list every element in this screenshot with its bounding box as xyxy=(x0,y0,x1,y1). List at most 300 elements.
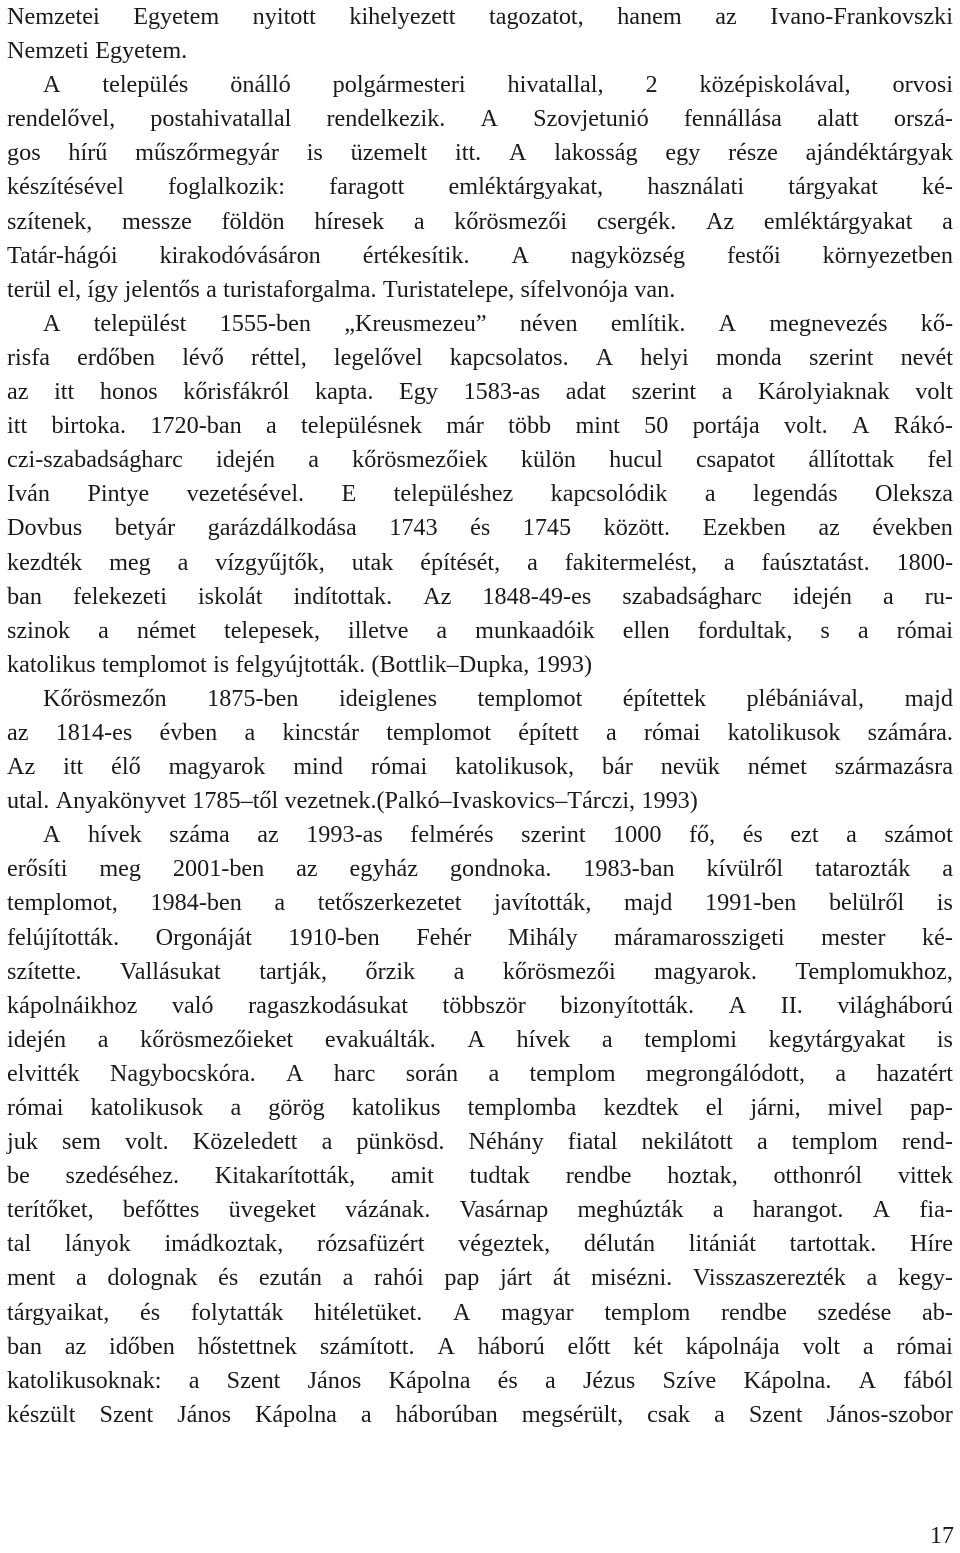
word: földön xyxy=(221,207,285,235)
word: át xyxy=(552,1264,571,1292)
word: A xyxy=(852,412,870,440)
word: festői xyxy=(726,241,781,269)
word: ru- xyxy=(924,582,953,610)
word: Szíve xyxy=(662,1366,717,1394)
word: említik. xyxy=(610,309,686,337)
word: Károlyiaknak xyxy=(758,378,890,406)
word: szerint xyxy=(808,343,874,371)
word: sífelvonója xyxy=(520,275,629,303)
word: többször xyxy=(442,991,526,1019)
word: emléktárgyakat, xyxy=(448,173,604,201)
word: pap- xyxy=(909,1094,953,1121)
word: településhez xyxy=(393,480,514,508)
word: legendás xyxy=(753,480,838,508)
word: évben xyxy=(159,718,218,746)
word: délután xyxy=(583,1230,656,1258)
text-line xyxy=(7,239,953,273)
word: templomot xyxy=(101,650,207,678)
word: pünkösd. xyxy=(356,1128,445,1156)
word: kegy- xyxy=(897,1264,953,1292)
word: utal. xyxy=(7,787,50,815)
word: Kitakarították, xyxy=(214,1162,356,1190)
word: monda xyxy=(715,343,782,371)
word: a xyxy=(308,446,319,474)
word: A xyxy=(511,241,529,269)
word: s xyxy=(820,616,830,644)
word: A xyxy=(718,309,737,337)
word: czi-szabadságharc xyxy=(7,446,183,474)
word: A xyxy=(43,309,61,337)
word: a xyxy=(436,616,448,644)
word: el, xyxy=(57,275,82,303)
word: fel xyxy=(927,446,953,474)
text-line xyxy=(7,34,953,68)
word: E xyxy=(341,480,357,508)
word: és xyxy=(742,821,763,849)
word: templomot xyxy=(477,684,583,712)
word: fakitermelést, xyxy=(564,548,698,576)
word: a xyxy=(721,378,733,406)
word: Nemzetei xyxy=(7,3,100,30)
word: turistaforgalma. xyxy=(223,275,377,303)
word: csergék. xyxy=(596,207,677,235)
word: Híre xyxy=(910,1230,953,1258)
word: a xyxy=(846,821,857,849)
word: kapcsolódik xyxy=(550,480,668,508)
word: János xyxy=(177,1400,231,1428)
word: a xyxy=(360,1400,372,1428)
word: A xyxy=(437,1332,455,1360)
word: A xyxy=(467,1025,485,1053)
word: ideiglenes xyxy=(338,684,437,712)
word: dolognak xyxy=(107,1264,198,1292)
text-line xyxy=(7,580,953,614)
word: Kőrösmezőn xyxy=(43,684,167,712)
word: szedéséhez. xyxy=(65,1162,180,1190)
word: kezdtek xyxy=(603,1094,679,1121)
word: polgármesteri xyxy=(332,71,466,99)
word: hazatért xyxy=(876,1059,953,1087)
text-line xyxy=(7,716,953,750)
word: templomba xyxy=(467,1094,577,1121)
word: élő xyxy=(111,753,141,781)
word: számot xyxy=(884,821,953,849)
word: római xyxy=(643,718,701,746)
word: felekezeti xyxy=(72,582,167,610)
word: vittek xyxy=(897,1162,953,1190)
word: szítette. xyxy=(7,957,82,985)
word: járt xyxy=(499,1264,533,1292)
word: német xyxy=(136,616,196,644)
word: mint xyxy=(575,412,620,440)
word: messze xyxy=(121,207,192,235)
word: fő, xyxy=(688,821,716,849)
word: fordultak, xyxy=(697,616,793,644)
text-line xyxy=(7,511,953,545)
word: tetőszerkezetet xyxy=(317,889,462,917)
word: számított. xyxy=(319,1332,415,1360)
word: katolikusok xyxy=(727,718,841,746)
word: elvitték xyxy=(7,1059,80,1087)
text-line xyxy=(7,1261,953,1295)
word: szerint xyxy=(521,821,586,849)
word: Kápolna xyxy=(254,1400,337,1428)
word: 1000 xyxy=(613,821,662,849)
word: Templomukhoz, xyxy=(795,957,953,985)
word: 1910-ben xyxy=(288,923,380,951)
text-line xyxy=(7,1057,953,1091)
word: kőrisfákról xyxy=(183,378,290,406)
word: foglalkozik: xyxy=(168,173,285,201)
word: kapcsolatos. xyxy=(449,343,569,371)
word: 1991-ben xyxy=(705,889,797,917)
word: a xyxy=(714,1400,725,1428)
text-line xyxy=(7,307,953,341)
word: Vasárnap xyxy=(459,1196,549,1224)
word: értékesítik. xyxy=(362,241,470,269)
word: Dovbus xyxy=(7,514,83,542)
word: római xyxy=(896,616,953,644)
word: A xyxy=(43,821,61,849)
word: templomot, xyxy=(7,889,118,917)
word: gondnoka. xyxy=(449,855,552,883)
word: máramarosszigeti xyxy=(614,923,785,951)
word: megsérült, xyxy=(521,1400,624,1428)
word: 1984-ben xyxy=(150,889,242,917)
word: az xyxy=(818,514,840,542)
word: 1993) xyxy=(641,787,698,815)
word: építettek xyxy=(622,684,707,712)
word: a xyxy=(342,1264,354,1292)
word: A xyxy=(595,343,614,371)
word: faúsztatást. xyxy=(761,548,870,576)
word: kapta. xyxy=(314,378,374,406)
word: János-szobor xyxy=(826,1400,953,1428)
word: való xyxy=(171,991,214,1019)
word: vázának. xyxy=(345,1196,431,1224)
word: Fehér xyxy=(416,923,472,951)
word: kőrösmezői xyxy=(454,207,568,235)
word: számára. xyxy=(867,718,953,746)
word: tartottak. xyxy=(789,1230,877,1258)
word: rendbe xyxy=(721,1298,787,1326)
word: Az xyxy=(7,753,36,781)
word: Egyetem xyxy=(133,3,220,30)
word: kőrösmezőiek xyxy=(352,446,488,474)
text-line xyxy=(7,1227,953,1261)
word: hoztak, xyxy=(667,1162,738,1190)
word: imádkoztak, xyxy=(164,1230,284,1258)
word: az xyxy=(257,821,279,849)
word: építését, xyxy=(420,548,501,576)
word: felgyújtották. xyxy=(235,650,366,678)
word: Szent xyxy=(748,1400,803,1428)
word: 1583-as xyxy=(463,378,541,406)
word: 1745 xyxy=(522,514,572,542)
word: adat xyxy=(565,378,607,406)
word: volt. xyxy=(784,412,828,440)
word: és xyxy=(470,514,491,542)
word: meg xyxy=(99,855,142,883)
word: rendelkezik. xyxy=(326,105,446,133)
word: középiskolával, xyxy=(699,71,851,99)
word: egy xyxy=(665,139,701,167)
word: folytatták xyxy=(190,1298,284,1326)
word: Jézus xyxy=(582,1366,636,1394)
word: szedése xyxy=(817,1298,892,1326)
word: ab- xyxy=(922,1298,953,1326)
word: Néhány xyxy=(468,1128,544,1156)
word: a xyxy=(274,889,286,917)
word: ezután xyxy=(258,1264,322,1292)
word: ment xyxy=(7,1264,56,1292)
word: (Bottlik–Dupka, xyxy=(371,650,530,678)
text-line xyxy=(7,409,953,443)
word: között. xyxy=(603,514,671,542)
word: emléktárgyakat xyxy=(763,207,913,235)
word: tatarozták xyxy=(815,855,911,883)
word: előtt xyxy=(567,1332,611,1360)
word: tartják, xyxy=(259,957,328,985)
word: az xyxy=(7,718,29,746)
word: üzemelt xyxy=(350,139,428,167)
word: Pintye xyxy=(87,480,150,508)
word: A xyxy=(728,991,747,1019)
word: tárgyaikat, xyxy=(7,1298,110,1326)
word: pap xyxy=(444,1264,480,1292)
word: rend- xyxy=(901,1128,953,1156)
body-text xyxy=(7,0,953,1432)
text-line xyxy=(7,1159,953,1193)
word: katolikus xyxy=(7,650,96,678)
word: ban xyxy=(7,582,42,610)
word: a xyxy=(527,548,538,576)
word: A xyxy=(509,139,527,167)
word: önálló xyxy=(230,71,291,99)
word: az xyxy=(64,1332,87,1360)
word: nevük xyxy=(660,753,720,781)
word: hívek xyxy=(516,1025,571,1053)
word: része xyxy=(728,139,778,167)
word: terítőket, xyxy=(7,1196,94,1224)
word: kihelyezett xyxy=(349,3,456,30)
word: a xyxy=(244,718,256,746)
word: a xyxy=(453,957,465,985)
word: a xyxy=(756,1128,768,1156)
word: illetve xyxy=(347,616,409,644)
word: itt xyxy=(54,378,75,406)
word: Egy xyxy=(399,378,438,406)
word: itt xyxy=(7,412,28,440)
word: gos xyxy=(7,139,41,167)
text-line xyxy=(7,273,953,307)
word: a xyxy=(942,855,953,883)
word: bár xyxy=(601,753,633,781)
word: juk xyxy=(7,1128,38,1156)
word: végeztek, xyxy=(458,1230,551,1258)
word: templom xyxy=(791,1128,878,1156)
word: erdőben xyxy=(77,343,156,371)
word: településnek xyxy=(301,412,422,440)
word: 1720-ban xyxy=(150,412,242,440)
word: használati xyxy=(647,173,745,201)
word: munkaadóik xyxy=(475,616,595,644)
word: rózsafüzért xyxy=(317,1230,425,1258)
word: az xyxy=(296,855,318,883)
word: ellen xyxy=(622,616,670,644)
word: nagyközség xyxy=(570,241,686,269)
word: nekilátott xyxy=(641,1128,733,1156)
text-line xyxy=(7,852,953,886)
word: a xyxy=(97,1025,109,1053)
word: Egyetem. xyxy=(95,37,188,65)
word: majd xyxy=(904,684,953,712)
word: időben xyxy=(108,1332,175,1360)
word: A xyxy=(285,1059,304,1087)
word: nyitott xyxy=(252,3,316,30)
word: hanem xyxy=(617,3,682,30)
word: „Kreusmezeu” xyxy=(344,309,487,337)
word: Orgonáját xyxy=(155,923,252,951)
word: megrongálódott, xyxy=(645,1059,806,1087)
text-line xyxy=(7,682,953,716)
word: és xyxy=(497,1366,518,1394)
word: is xyxy=(936,889,953,917)
word: katolikusok, xyxy=(455,753,575,781)
text-line xyxy=(7,136,953,170)
word: faragott xyxy=(329,173,405,201)
word: harangot. xyxy=(752,1196,844,1224)
word: helyi xyxy=(640,343,689,371)
word: kezdték xyxy=(7,548,83,576)
word: az xyxy=(7,378,29,406)
word: a xyxy=(230,1094,242,1121)
word: katolikusoknak: xyxy=(7,1366,162,1394)
word: 1875-ben xyxy=(207,684,299,712)
word: 1800- xyxy=(896,548,953,576)
word: Az xyxy=(705,207,735,235)
word: majd xyxy=(624,889,673,917)
word: szerint xyxy=(631,378,697,406)
word: hőstettnek xyxy=(197,1332,298,1360)
text-line xyxy=(7,68,953,102)
word: a xyxy=(98,616,109,644)
word: hírű xyxy=(68,139,108,167)
word: Szent xyxy=(226,1366,281,1394)
word: a xyxy=(177,548,189,576)
word: felújították. xyxy=(7,923,120,951)
word: a xyxy=(188,1366,200,1394)
text-line xyxy=(7,1296,953,1330)
word: már xyxy=(446,412,484,440)
word: háborúban xyxy=(395,1400,498,1428)
text-line xyxy=(7,341,953,375)
word: a xyxy=(321,1128,333,1156)
text-line xyxy=(7,1330,953,1364)
word: járni, xyxy=(750,1094,801,1121)
page-number: 17 xyxy=(930,1523,954,1549)
word: ajándéktárgyak xyxy=(805,139,953,167)
word: be xyxy=(7,1162,30,1190)
word: volt xyxy=(915,378,953,406)
word: a xyxy=(704,480,716,508)
word: plébániával, xyxy=(746,684,865,712)
text-line xyxy=(7,1125,953,1159)
word: környezetben xyxy=(822,241,953,269)
word: a xyxy=(605,718,617,746)
word: a xyxy=(265,412,277,440)
word: is xyxy=(306,139,323,167)
word: során xyxy=(405,1059,459,1087)
word: harc xyxy=(333,1059,376,1087)
word: üvegeket xyxy=(228,1196,316,1224)
word: jelentős xyxy=(124,275,200,303)
word: sem xyxy=(61,1128,101,1156)
word: 1993-as xyxy=(306,821,383,849)
text-line xyxy=(7,170,953,204)
word: itt xyxy=(63,753,84,781)
word: mester xyxy=(821,923,886,951)
word: a xyxy=(723,548,735,576)
word: lányok xyxy=(64,1230,131,1258)
text-line xyxy=(7,1364,953,1398)
word: 2 xyxy=(645,71,658,99)
word: telepesek, xyxy=(223,616,320,644)
word: lévő xyxy=(182,343,224,371)
word: terül xyxy=(7,275,52,303)
word: 1993) xyxy=(535,650,593,678)
word: orvosi xyxy=(892,71,953,99)
word: tagozatot, xyxy=(488,3,584,30)
word: fia- xyxy=(919,1196,953,1224)
word: Kápolna. xyxy=(743,1366,832,1394)
word: meg xyxy=(109,548,151,576)
word: ké- xyxy=(922,173,953,201)
word: katolikus xyxy=(351,1094,441,1121)
text-line xyxy=(7,955,953,989)
text-line xyxy=(7,614,953,648)
word: volt. xyxy=(125,1128,169,1156)
word: felmérés xyxy=(410,821,494,849)
word: templom xyxy=(604,1298,691,1326)
word: idején xyxy=(7,1025,67,1053)
word: években xyxy=(872,514,953,542)
word: bizonyították. xyxy=(560,991,695,1019)
word: vezetésével. xyxy=(186,480,305,508)
word: hivatallal, xyxy=(507,71,604,99)
word: is xyxy=(936,1025,953,1053)
word: Turistatelepe, xyxy=(382,275,515,303)
word: a xyxy=(413,207,425,235)
word: meghúzták xyxy=(577,1196,684,1224)
word: szinok xyxy=(7,616,71,644)
word: származásra xyxy=(834,753,953,781)
text-line xyxy=(7,443,953,477)
word: erősíti xyxy=(7,855,68,883)
word: ban xyxy=(7,1332,42,1360)
word: el xyxy=(705,1094,724,1121)
text-line xyxy=(7,102,953,136)
word: Oleksza xyxy=(875,480,953,508)
word: tárgyakat xyxy=(788,173,878,201)
word: néven xyxy=(519,309,578,337)
word: hívek xyxy=(87,821,142,849)
word: templomi xyxy=(644,1025,737,1053)
word: Szovjetunió xyxy=(533,105,649,133)
word: katolikusok xyxy=(90,1094,204,1121)
word: utak xyxy=(351,548,394,576)
word: portája xyxy=(692,412,760,440)
